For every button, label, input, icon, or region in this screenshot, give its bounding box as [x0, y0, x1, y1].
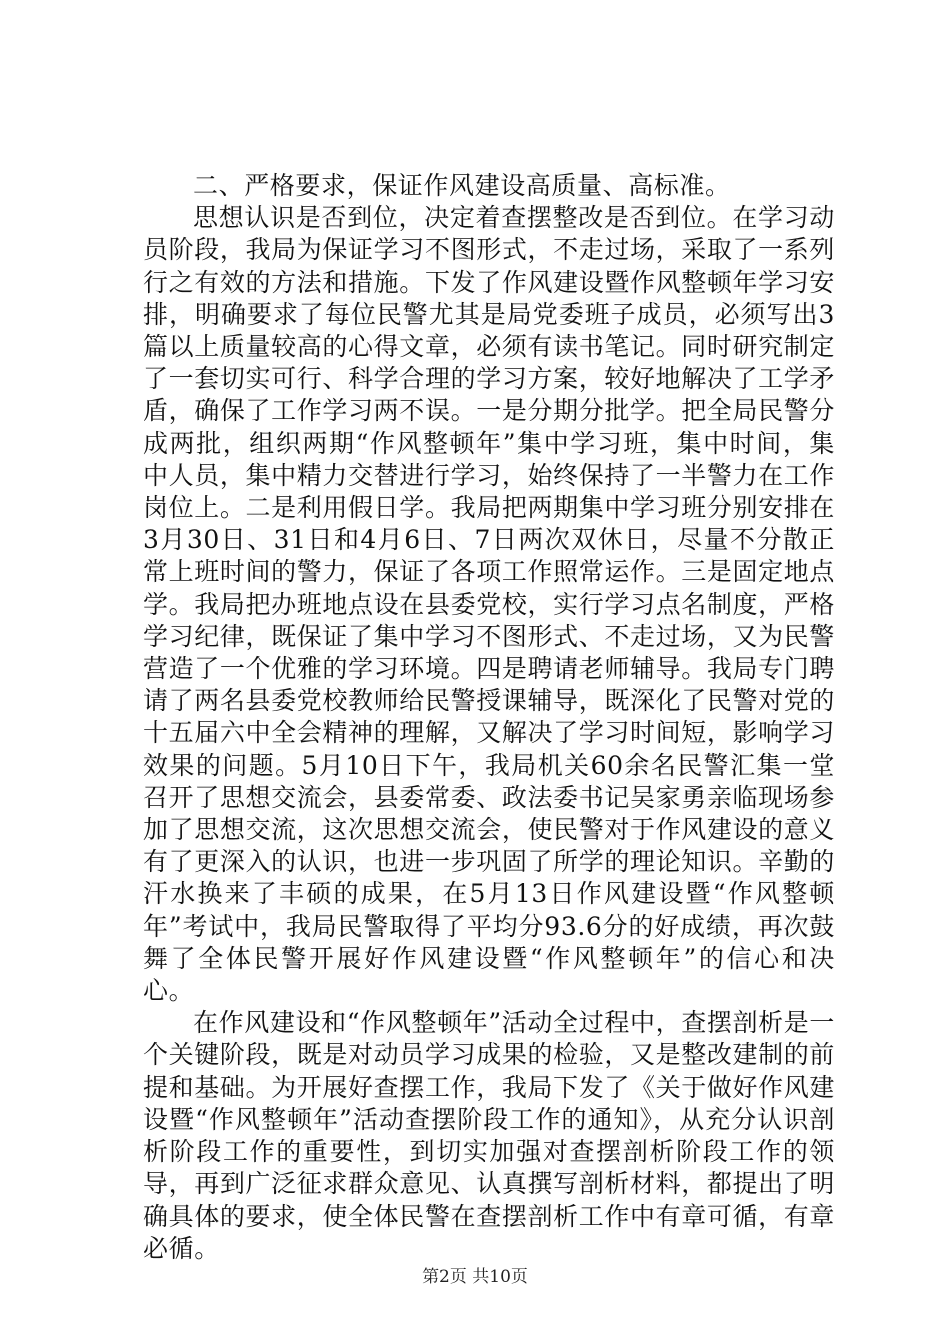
paragraph-study-phase: 思想认识是否到位，决定着查摆整改是否到位。在学习动员阶段，我局为保证学习不图形式，不走过场，采取了一系列行之有效的方法和措施。下发了作风建设暨作风整顿年学习安排，明确要求了每位民警尤其是局党委班子成员，必须写出3篇以上质量较高的心得文章，必须有读书笔记。同时研究制定了一套切实可行、科学合理的学习方案，较好地解决了工学矛盾，确保了工作学习两不误。一是分期分批学。把全局民警分成两批，组织两期“作风整顿年”集中学习班，集中时间，集中人员，集中精力交替进行学习，始终保持了一半警力在工作岗位上。二是利用假日学。我局把两期集中学习班分别安排在3月30日、31日和4月6日、7日两次双休日，尽量不分散正常上班时间的警力，保证了各项工作照常运作。三是固定地点学。我局把办班地点设在县委党校，实行学习点名制度，严格学习纪律，既保证了集中学习不图形式、不走过场，又为民警营造了一个优雅的学习环境。四是聘请老师辅导。我局专门聘请了两名县委党校教师给民警授课辅导，既深化了民警对党的十五届六中全会精神的理解，又解决了学习时间短，影响学习效果的问题。5月10日下午，我局机关60余名民警汇集一堂召开了思想交流会，县委常委、政法委书记吴家勇亲临现场参加了思想交流，这次思想交流会，使民警对于作风建设的意义有了更深入的认识，也进一步巩固了所学的理论知识。辛勤的汗水换来了丰硕的成果，在5月13日作风建设暨“作风整顿年”考试中，我局民警取得了平均分93.6分的好成绩，再次鼓舞了全体民警开展好作风建设暨“作风整顿年”的信心和决心。	[143, 203, 835, 1006]
section-heading: 二、严格要求，保证作风建设高质量、高标准。	[193, 171, 731, 200]
page-number-footer: 第2页 共10页	[422, 1267, 528, 1287]
document-body	[143, 170, 835, 1265]
paragraph-review-phase: 在作风建设和“作风整顿年”活动全过程中，查摆剖析是一个关键阶段，既是对动员学习成果的检验，又是整改建制的前提和基础。为开展好查摆工作，我局下发了《关于做好作风建设暨“作风整顿年”活动查摆阶段工作的通知》，从充分认识剖析阶段工作的重要性，到切实加强对查摆剖析阶段工作的领导，再到广泛征求群众意见、认真撰写剖析材料，都提出了明确具体的要求，使全体民警在查摆剖析工作中有章可循，有章必循。	[143, 1008, 835, 1263]
